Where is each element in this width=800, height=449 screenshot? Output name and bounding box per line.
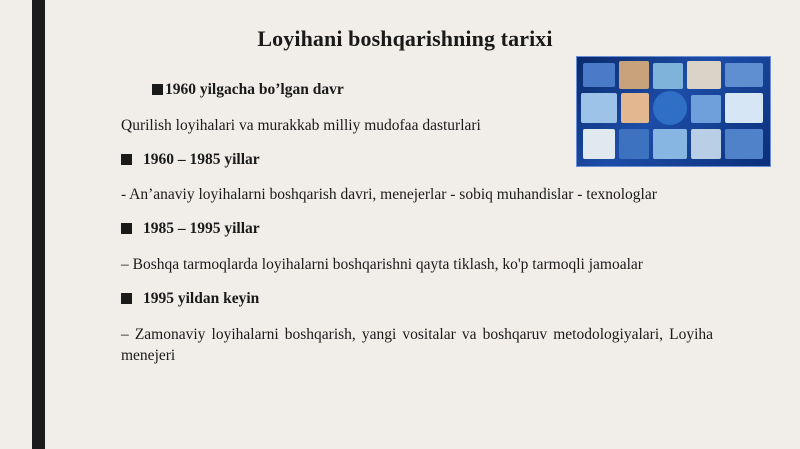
technology-collage-image <box>576 56 771 167</box>
bullet-square-icon <box>121 293 132 304</box>
bullet-square-icon <box>152 84 163 95</box>
section-text-1: Qurilish loyihalari va murakkab milliy mudofaa dasturlari <box>121 117 481 134</box>
accent-bar <box>32 0 45 449</box>
section-heading-4: 1995 yildan keyin <box>121 290 259 308</box>
section-text-4: – Zamonaviy loyihalarni boshqarish, yangi vositalar va boshqaruv metodologiyalari, Loyiha menejeri <box>121 326 713 364</box>
section-heading-1: 1960 yilgacha bo’lgan davr <box>152 81 344 99</box>
section-heading-3: 1985 – 1995 yillar <box>121 220 260 238</box>
section-text-2: - An’anaviy loyihalarni boshqarish davri, menejerlar - sobiq muhandislar - texnologlar <box>121 186 657 203</box>
slide-title: Loyihani boshqarishning tarixi <box>257 26 553 51</box>
bullet-square-icon <box>121 223 132 234</box>
section-heading-2: 1960 – 1985 yillar <box>121 151 260 169</box>
bullet-square-icon <box>121 154 132 165</box>
section-text-3: – Boshqa tarmoqlarda loyihalarni boshqarishni qayta tiklash, ko'p tarmoqli jamoalar <box>121 256 643 273</box>
